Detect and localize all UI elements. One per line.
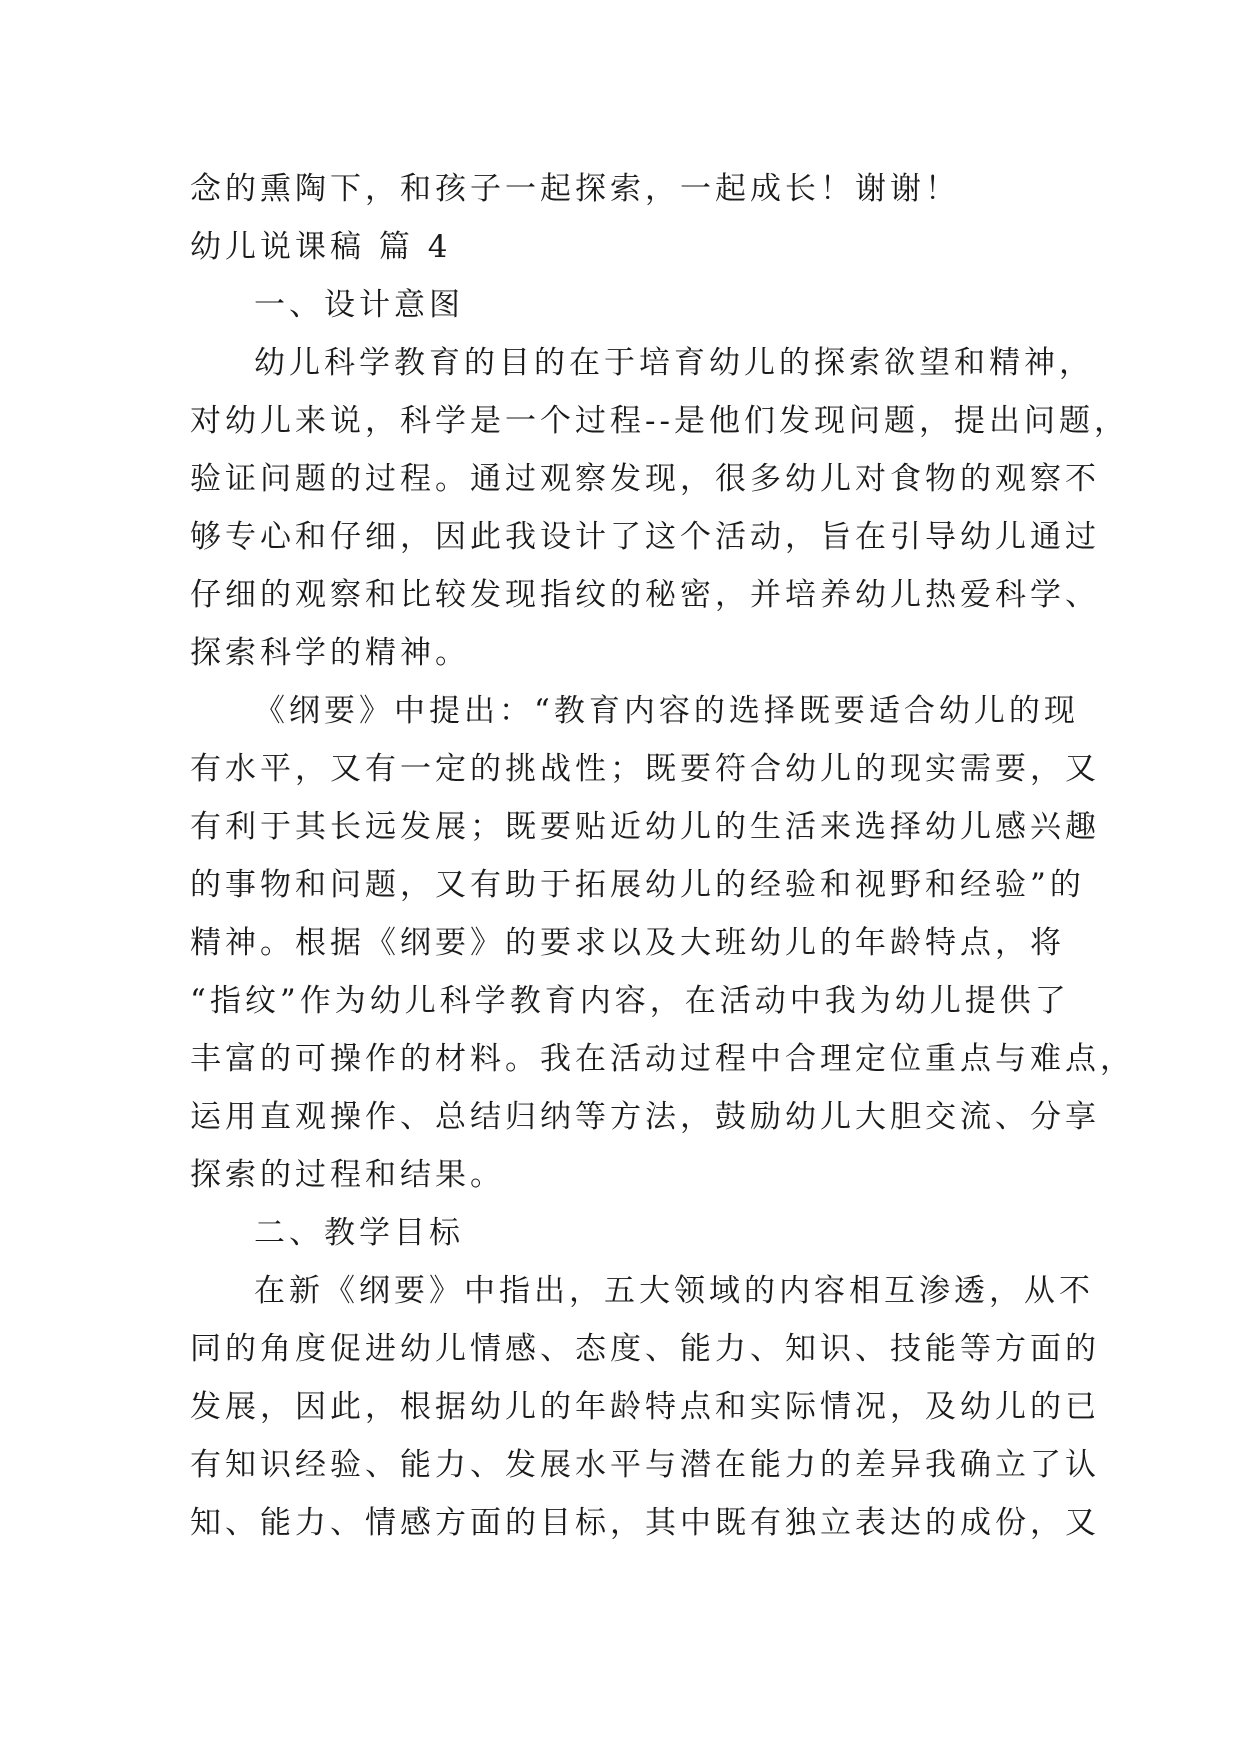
paragraph-line: 丰富的可操作的材料。我在活动过程中合理定位重点与难点， (190, 1041, 1135, 1077)
paragraph-line: 够专心和仔细，因此我设计了这个活动，旨在引导幼儿通过 (190, 519, 1100, 555)
paragraph-line: 验证问题的过程。通过观察发现，很多幼儿对食物的观察不 (190, 461, 1100, 497)
paragraph-line: 发展，因此，根据幼儿的年龄特点和实际情况，及幼儿的已 (190, 1389, 1100, 1425)
paragraph-line: 探索科学的精神。 (190, 635, 470, 671)
section-title: 幼儿说课稿 篇 4 (190, 229, 452, 265)
paragraph-line: 知、能力、情感方面的目标，其中既有独立表达的成份，又 (190, 1505, 1100, 1541)
paragraph-line: 对幼儿来说，科学是一个过程--是他们发现问题，提出问题， (190, 403, 1129, 439)
paragraph-line: 探索的过程和结果。 (190, 1157, 505, 1193)
continuation-line: 念的熏陶下，和孩子一起探索，一起成长！谢谢！ (190, 171, 960, 207)
document-page (190, 160, 1135, 1552)
paragraph-line: 运用直观操作、总结归纳等方法，鼓励幼儿大胆交流、分享 (190, 1099, 1100, 1135)
paragraph-line: 同的角度促进幼儿情感、态度、能力、知识、技能等方面的 (190, 1331, 1100, 1367)
paragraph-1 (190, 334, 1129, 682)
paragraph-line: 在新《纲要》中指出，五大领域的内容相互渗透，从不 (254, 1273, 1094, 1309)
paragraph-line: 《纲要》中提出：“教育内容的选择既要适合幼儿的现 (254, 693, 1079, 729)
paragraph-line: “指纹”作为幼儿科学教育内容，在活动中我为幼儿提供了 (190, 983, 1070, 1019)
paragraph-line: 的事物和问题，又有助于拓展幼儿的经验和视野和经验”的 (190, 867, 1085, 903)
heading-design-intent: 一、设计意图 (254, 287, 464, 323)
paragraph-line: 仔细的观察和比较发现指纹的秘密，并培养幼儿热爱科学、 (190, 577, 1100, 613)
paragraph-line: 有知识经验、能力、发展水平与潜在能力的差异我确立了认 (190, 1447, 1100, 1483)
paragraph-line: 有水平，又有一定的挑战性；既要符合幼儿的现实需要，又 (190, 751, 1100, 787)
paragraph-2 (190, 682, 1135, 1204)
heading-teaching-goals: 二、教学目标 (254, 1215, 464, 1251)
paragraph-line: 精神。根据《纲要》的要求以及大班幼儿的年龄特点，将 (190, 925, 1065, 961)
paragraph-line: 有利于其长远发展；既要贴近幼儿的生活来选择幼儿感兴趣 (190, 809, 1100, 845)
paragraph-3 (190, 1262, 1100, 1552)
paragraph-line: 幼儿科学教育的目的在于培育幼儿的探索欲望和精神， (254, 345, 1094, 381)
